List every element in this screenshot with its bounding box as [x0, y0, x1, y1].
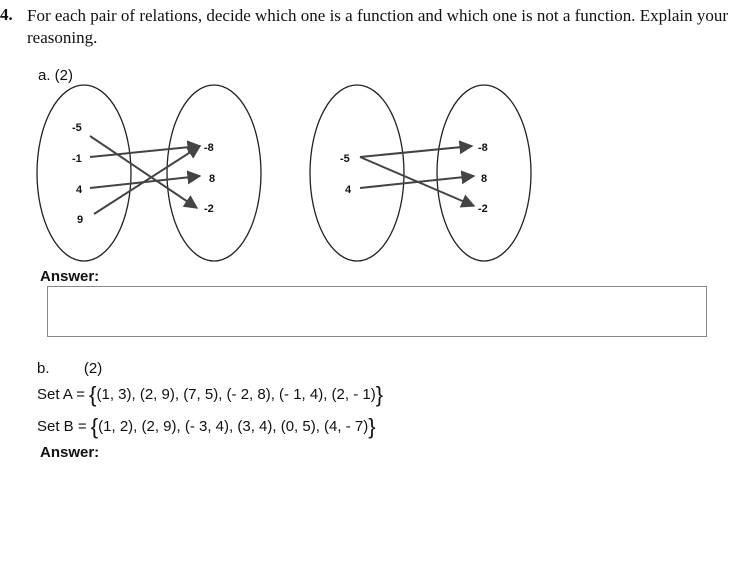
d1-mapping-arrow [90, 136, 197, 208]
d2-range-label: 8 [481, 173, 488, 185]
d1-mapping-arrow [94, 146, 200, 214]
brace-open: { [90, 414, 99, 439]
d1-domain-label: -1 [72, 153, 82, 165]
question-prompt: For each pair of relations, decide which one is a function and which one is not a function. Explain your reasoning. [27, 6, 729, 47]
brace-open: { [89, 382, 97, 407]
part-a-answer-label: Answer: [40, 268, 100, 285]
part-b-answer-label: Answer: [40, 444, 100, 461]
d1-range-label: 8 [209, 173, 216, 185]
part-b-letter: b. [37, 360, 50, 377]
part-a-answer-box[interactable] [47, 286, 707, 337]
d1-range-label: -2 [204, 203, 214, 215]
d2-mapping-arrow [360, 176, 474, 188]
brace-close: } [368, 414, 376, 439]
d2-mapping-arrow [360, 146, 472, 157]
brace-close: } [375, 382, 384, 407]
set-a-label: Set A = [37, 386, 85, 403]
set-a-values: (1, 3), (2, 9), (7, 5), (- 2, 8), (- 1, 4), (2, - 1) [96, 386, 376, 403]
set-b-line [37, 414, 376, 440]
question-number: 4. [0, 5, 13, 24]
d1-domain-label: 9 [77, 214, 84, 226]
part-b-label [37, 360, 102, 377]
set-b-label: Set B = [37, 418, 87, 435]
set-a-line [37, 382, 383, 408]
domain-oval-1 [37, 85, 131, 261]
d1-domain-label: -5 [72, 122, 82, 134]
part-b-points: (2) [83, 360, 103, 377]
d2-domain-label: 4 [345, 184, 352, 196]
d1-range-label: -8 [204, 142, 214, 154]
set-b-values: (1, 2), (2, 9), (- 3, 4), (3, 4), (0, 5), (4, - 7) [98, 418, 369, 435]
d1-domain-label: 4 [76, 184, 83, 196]
d2-domain-label: -5 [340, 153, 350, 165]
part-a-label: a. (2) [38, 67, 74, 84]
domain-oval-2 [310, 85, 404, 261]
d2-range-label: -8 [478, 142, 488, 154]
d2-range-label: -2 [478, 203, 488, 215]
